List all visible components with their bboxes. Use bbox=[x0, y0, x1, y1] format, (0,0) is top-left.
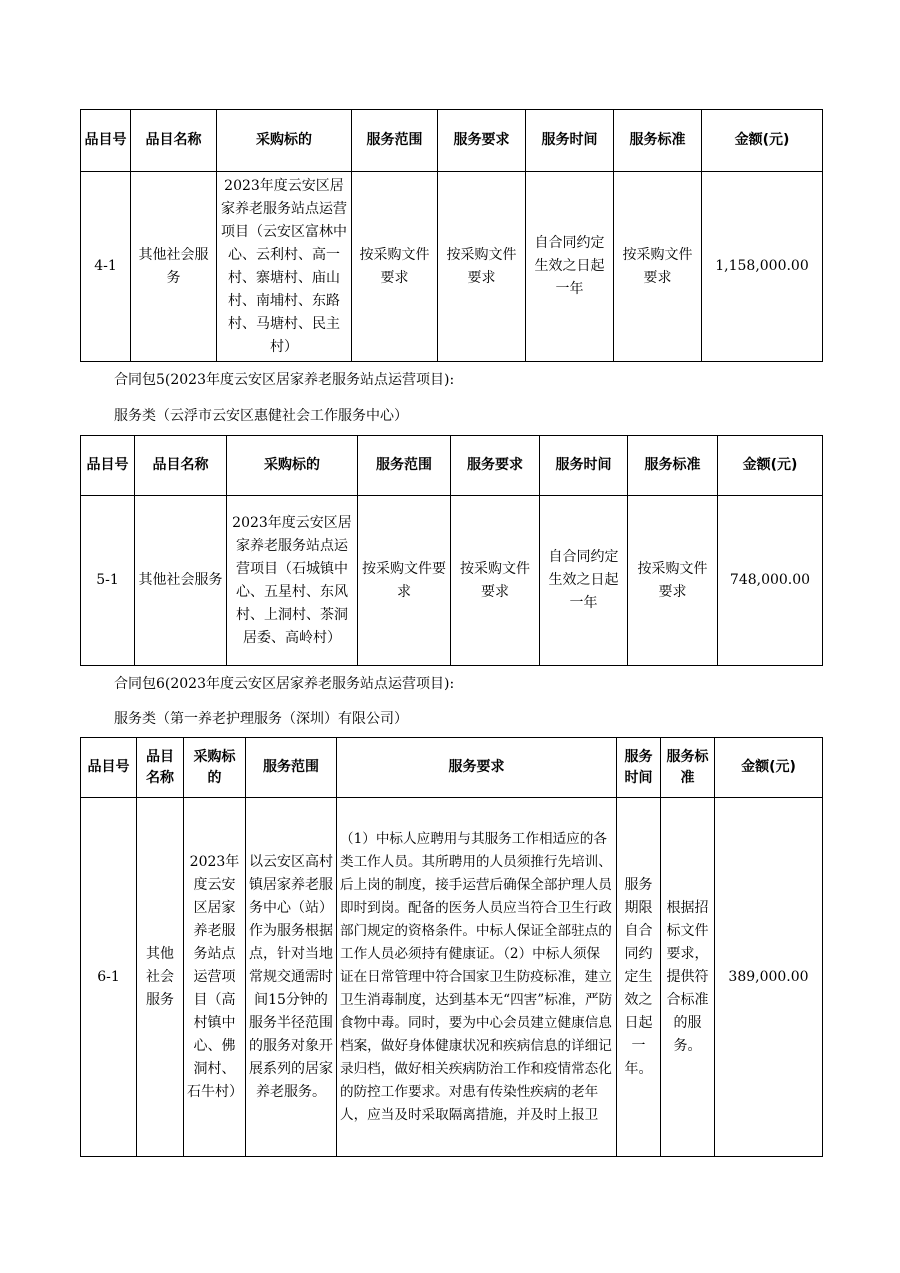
header-standard: 服务标准 bbox=[661, 738, 715, 798]
cell-time: 服务期限自合同约定生效之日起一年。 bbox=[617, 798, 661, 1157]
header-item-name: 品目名称 bbox=[131, 110, 217, 172]
cell-standard: 根据招标文件要求，提供符合标准的服务。 bbox=[661, 798, 715, 1157]
header-standard: 服务标准 bbox=[628, 436, 718, 496]
table-row bbox=[81, 172, 823, 362]
table-header-row bbox=[81, 738, 823, 798]
cell-scope: 按采购文件要求 bbox=[352, 172, 438, 362]
cell-amount: 389,000.00 bbox=[715, 798, 823, 1157]
cell-scope: 以云安区高村镇居家养老服务中心（站）作为服务根据点，针对当地常规交通需时间15分钟的服务半径范围的服务对象开展系列的居家养老服务。 bbox=[246, 798, 337, 1157]
header-requirement: 服务要求 bbox=[451, 436, 540, 496]
header-item-name: 品目名称 bbox=[135, 436, 227, 496]
table-header-row bbox=[81, 436, 823, 496]
header-item-no: 品目号 bbox=[81, 738, 137, 798]
cell-subject: 2023年度云安区居家养老服务站点运营项目（云安区富林中心、云利村、高一村、寨塘村、庙山村、南埔村、东路村、马塘村、民主村） bbox=[217, 172, 352, 362]
cell-time: 自合同约定生效之日起一年 bbox=[526, 172, 614, 362]
cell-item-name: 其他社会服务 bbox=[135, 496, 227, 666]
table-header-row bbox=[81, 110, 823, 172]
cell-item-no: 4-1 bbox=[81, 172, 131, 362]
cell-amount: 1,158,000.00 bbox=[702, 172, 823, 362]
package-5-title: 合同包5(2023年度云安区居家养老服务站点运营项目): bbox=[114, 372, 455, 388]
cell-subject: 2023年度云安区居家养老服务站点运营项目（石城镇中心、五星村、东风村、上洞村、茶洞居委、高岭村） bbox=[227, 496, 358, 666]
table-package-6 bbox=[80, 737, 823, 1157]
table-row bbox=[81, 496, 823, 666]
package-6-title: 合同包6(2023年度云安区居家养老服务站点运营项目): bbox=[114, 676, 455, 692]
header-amount: 金额(元) bbox=[702, 110, 823, 172]
cell-subject: 2023年度云安区居家养老服务站点运营项目（高村镇中心、佛洞村、石牛村） bbox=[184, 798, 246, 1157]
header-item-name: 品目名称 bbox=[137, 738, 184, 798]
table-row bbox=[81, 798, 823, 1157]
table-package-5 bbox=[80, 435, 823, 666]
header-subject: 采购标的 bbox=[184, 738, 246, 798]
package-5-supplier: 服务类（云浮市云安区惠健社会工作服务中心） bbox=[114, 408, 408, 424]
header-time: 服务时间 bbox=[526, 110, 614, 172]
header-scope: 服务范围 bbox=[246, 738, 337, 798]
cell-item-name: 其他社会服务 bbox=[137, 798, 184, 1157]
cell-standard: 按采购文件要求 bbox=[614, 172, 702, 362]
header-requirement: 服务要求 bbox=[438, 110, 526, 172]
header-time: 服务时间 bbox=[617, 738, 661, 798]
header-subject: 采购标的 bbox=[217, 110, 352, 172]
cell-requirement: （1）中标人应聘用与其服务工作相适应的各类工作人员。其所聘用的人员须推行先培训、后上岗的制度，接手运营后确保全部护理人员即时到岗。配备的医务人员应当符合卫生行政部门规定的资格条件。中标人保证全部驻点的工作人员必须持有健康证。（2）中标人须保证在日常管理中符合国家卫生防疫标准，建立卫生消毒制度，达到基本无“四害”标准，严防食物中毒。同时，要为中心会员建立健康信息档案，做好身体健康状况和疾病信息的详细记录归档，做好相关疾病防治工作和疫情常态化的防控工作要求。对患有传染性疾病的老年人，应当及时采取隔离措施，并及时上报卫 bbox=[337, 798, 617, 1157]
cell-time: 自合同约定生效之日起一年 bbox=[540, 496, 628, 666]
cell-requirement: 按采购文件要求 bbox=[451, 496, 540, 666]
header-item-no: 品目号 bbox=[81, 436, 135, 496]
cell-amount: 748,000.00 bbox=[718, 496, 823, 666]
header-requirement: 服务要求 bbox=[337, 738, 617, 798]
package-6-supplier: 服务类（第一养老护理服务（深圳）有限公司） bbox=[114, 711, 408, 727]
cell-item-name: 其他社会服务 bbox=[131, 172, 217, 362]
cell-requirement: 按采购文件要求 bbox=[438, 172, 526, 362]
cell-scope: 按采购文件要求 bbox=[358, 496, 451, 666]
header-amount: 金额(元) bbox=[718, 436, 823, 496]
header-time: 服务时间 bbox=[540, 436, 628, 496]
table-package-4 bbox=[80, 109, 823, 362]
header-scope: 服务范围 bbox=[352, 110, 438, 172]
header-standard: 服务标准 bbox=[614, 110, 702, 172]
header-subject: 采购标的 bbox=[227, 436, 358, 496]
cell-standard: 按采购文件要求 bbox=[628, 496, 718, 666]
header-item-no: 品目号 bbox=[81, 110, 131, 172]
cell-item-no: 5-1 bbox=[81, 496, 135, 666]
cell-item-no: 6-1 bbox=[81, 798, 137, 1157]
header-amount: 金额(元) bbox=[715, 738, 823, 798]
header-scope: 服务范围 bbox=[358, 436, 451, 496]
